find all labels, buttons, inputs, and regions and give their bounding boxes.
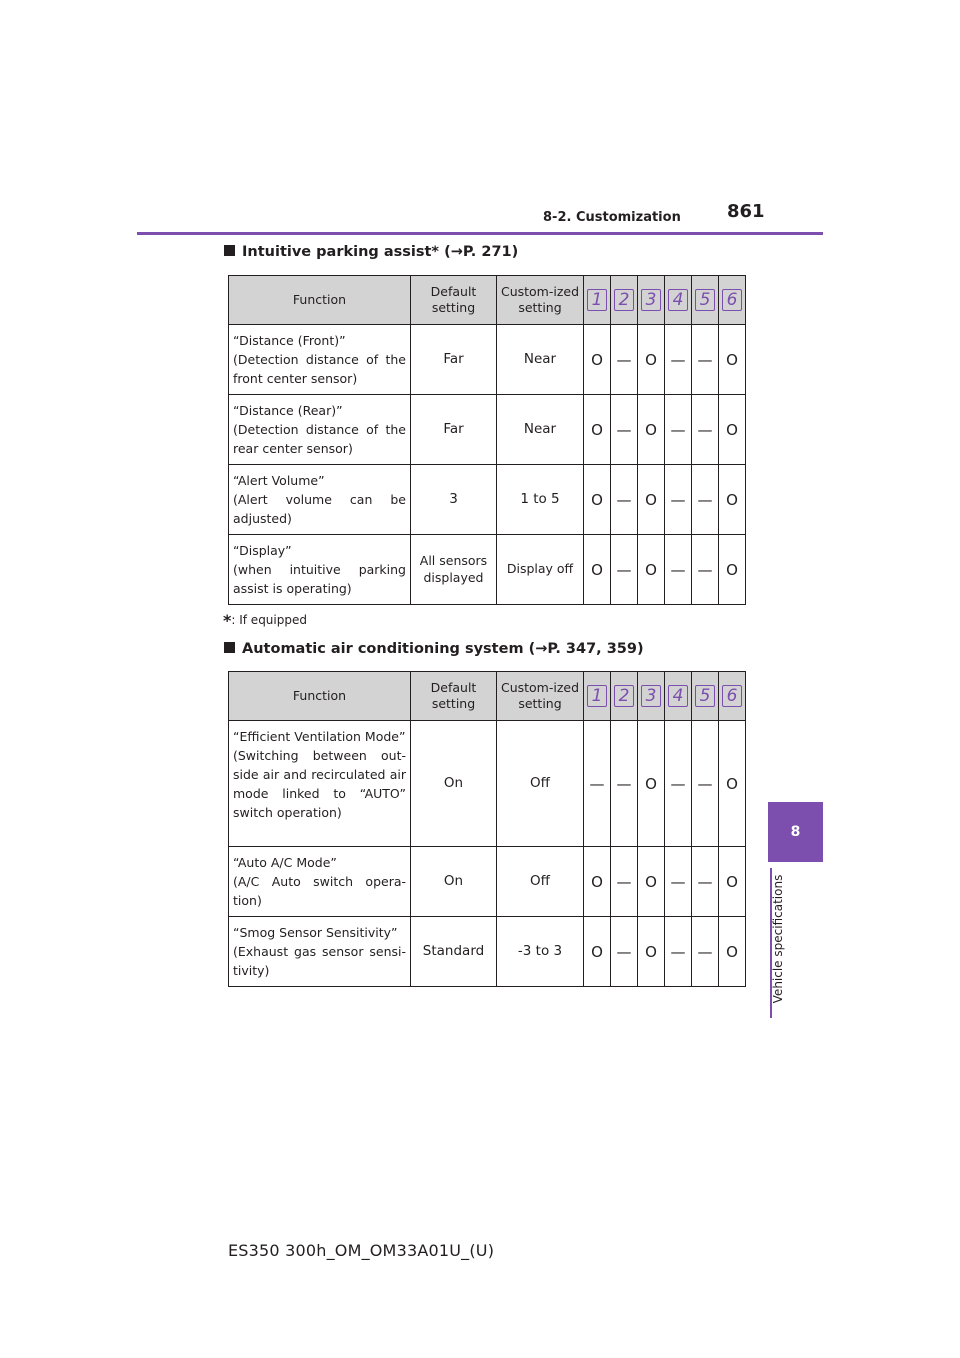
col-custom-header: Custom-ized setting	[497, 672, 584, 721]
function-description: (Alert volume can be adjusted)	[233, 492, 406, 526]
footnote-text: : If equipped	[231, 613, 307, 627]
method-number: 4	[668, 685, 688, 707]
col-method-5-header	[692, 672, 719, 721]
method-mark: —	[692, 917, 719, 987]
method-mark: O	[584, 465, 611, 535]
col-custom-header: Custom-ized setting	[497, 276, 584, 325]
col-method-2-header	[611, 672, 638, 721]
function-description: (Detection distance of the rear center sensor)	[233, 422, 406, 456]
col-method-6-header	[719, 672, 746, 721]
table-row	[229, 917, 746, 987]
method-mark: O	[584, 325, 611, 395]
default-value: On	[411, 721, 497, 847]
method-mark: O	[719, 721, 746, 847]
method-number: 5	[695, 289, 715, 311]
function-cell	[229, 325, 411, 395]
col-method-2-header	[611, 276, 638, 325]
method-mark: —	[611, 917, 638, 987]
bullet-square-icon	[224, 245, 235, 256]
method-mark: O	[638, 535, 665, 605]
method-mark: —	[692, 465, 719, 535]
method-mark: —	[665, 917, 692, 987]
settings-table	[228, 275, 746, 605]
custom-value: -3 to 3	[497, 917, 584, 987]
chapter-number: 8	[790, 824, 801, 840]
default-value: All sensors displayed	[411, 535, 497, 605]
method-mark: O	[638, 465, 665, 535]
col-default-header: Default setting	[411, 672, 497, 721]
method-mark: —	[692, 325, 719, 395]
function-cell	[229, 721, 411, 847]
method-mark: O	[719, 847, 746, 917]
default-value: Standard	[411, 917, 497, 987]
function-description: (A/C Auto switch opera-tion)	[233, 874, 406, 908]
function-cell	[229, 395, 411, 465]
method-mark: O	[719, 917, 746, 987]
function-name: “Auto A/C Mode”	[233, 855, 337, 870]
method-mark: O	[584, 395, 611, 465]
function-name: “Efficient Ventilation Mode”	[233, 729, 406, 744]
section-heading-text: Intuitive parking assist* (→P. 271)	[242, 244, 519, 260]
method-mark: O	[584, 535, 611, 605]
method-number: 3	[641, 289, 661, 311]
method-mark: O	[719, 395, 746, 465]
method-mark: —	[692, 395, 719, 465]
method-mark: —	[692, 847, 719, 917]
function-description: (Detection distance of the front center sensor)	[233, 352, 406, 386]
col-method-1-header	[584, 672, 611, 721]
section-heading	[224, 641, 644, 657]
function-cell	[229, 917, 411, 987]
section-heading	[224, 244, 518, 260]
chapter-title: Vehicle specifications	[771, 874, 785, 1004]
function-description: (Exhaust gas sensor sensi-tivity)	[233, 944, 406, 978]
col-method-4-header	[665, 672, 692, 721]
col-method-1-header	[584, 276, 611, 325]
method-mark: O	[719, 325, 746, 395]
footnote	[223, 609, 307, 628]
method-mark: O	[638, 847, 665, 917]
col-method-4-header	[665, 276, 692, 325]
method-mark: O	[638, 917, 665, 987]
table-header-row	[229, 276, 746, 325]
method-mark: —	[692, 721, 719, 847]
method-number: 1	[587, 685, 607, 707]
function-name: “Alert Volume”	[233, 473, 325, 488]
function-description: (Switching between out-side air and recirculated air mode linked to “AUTO” switch operation)	[233, 748, 406, 820]
col-default-header: Default setting	[411, 276, 497, 325]
default-value: 3	[411, 465, 497, 535]
method-mark: —	[584, 721, 611, 847]
table-row	[229, 465, 746, 535]
page-number: 861	[727, 201, 765, 222]
method-mark: —	[665, 721, 692, 847]
method-mark: O	[719, 535, 746, 605]
col-method-5-header	[692, 276, 719, 325]
method-number: 1	[587, 289, 607, 311]
table-row	[229, 721, 746, 847]
method-mark: —	[611, 535, 638, 605]
footnote-mark: *	[223, 611, 232, 630]
function-description: (when intuitive parking assist is operating)	[233, 562, 406, 596]
method-mark: —	[665, 847, 692, 917]
method-mark: —	[611, 325, 638, 395]
method-number: 5	[695, 685, 715, 707]
table-header-row	[229, 672, 746, 721]
running-header-section: 8-2. Customization	[543, 210, 681, 225]
method-number: 2	[614, 289, 634, 311]
method-mark: —	[611, 721, 638, 847]
col-function-header: Function	[229, 276, 411, 325]
method-mark: O	[638, 395, 665, 465]
col-method-6-header	[719, 276, 746, 325]
default-value: Far	[411, 325, 497, 395]
method-mark: —	[611, 847, 638, 917]
bullet-square-icon	[224, 642, 235, 653]
function-cell	[229, 465, 411, 535]
method-number: 4	[668, 289, 688, 311]
col-method-3-header	[638, 276, 665, 325]
method-mark: O	[584, 847, 611, 917]
function-name: “Distance (Front)”	[233, 333, 346, 348]
function-cell	[229, 847, 411, 917]
default-value: On	[411, 847, 497, 917]
col-function-header: Function	[229, 672, 411, 721]
custom-value: Off	[497, 721, 584, 847]
method-mark: —	[611, 395, 638, 465]
method-number: 2	[614, 685, 634, 707]
custom-value: Display off	[497, 535, 584, 605]
table-row	[229, 395, 746, 465]
function-name: “Smog Sensor Sensitivity”	[233, 925, 398, 940]
table-row	[229, 325, 746, 395]
custom-value: 1 to 5	[497, 465, 584, 535]
custom-value: Off	[497, 847, 584, 917]
method-mark: —	[611, 465, 638, 535]
method-mark: —	[665, 465, 692, 535]
col-method-3-header	[638, 672, 665, 721]
method-mark: —	[692, 535, 719, 605]
table-row	[229, 535, 746, 605]
method-mark: O	[584, 917, 611, 987]
section-heading-text: Automatic air conditioning system (→P. 347, 359)	[242, 641, 644, 657]
chapter-tab	[768, 802, 823, 862]
header-divider	[137, 232, 823, 235]
method-number: 6	[722, 685, 742, 707]
table-row	[229, 847, 746, 917]
method-mark: O	[638, 721, 665, 847]
function-name: “Distance (Rear)”	[233, 403, 343, 418]
method-mark: —	[665, 395, 692, 465]
method-mark: —	[665, 325, 692, 395]
function-cell	[229, 535, 411, 605]
method-mark: —	[665, 535, 692, 605]
document-id: ES350 300h_OM_OM33A01U_(U)	[228, 1241, 495, 1260]
settings-table	[228, 671, 746, 987]
custom-value: Near	[497, 325, 584, 395]
method-mark: O	[719, 465, 746, 535]
function-name: “Display”	[233, 543, 292, 558]
method-number: 3	[641, 685, 661, 707]
method-mark: O	[638, 325, 665, 395]
default-value: Far	[411, 395, 497, 465]
method-number: 6	[722, 289, 742, 311]
custom-value: Near	[497, 395, 584, 465]
